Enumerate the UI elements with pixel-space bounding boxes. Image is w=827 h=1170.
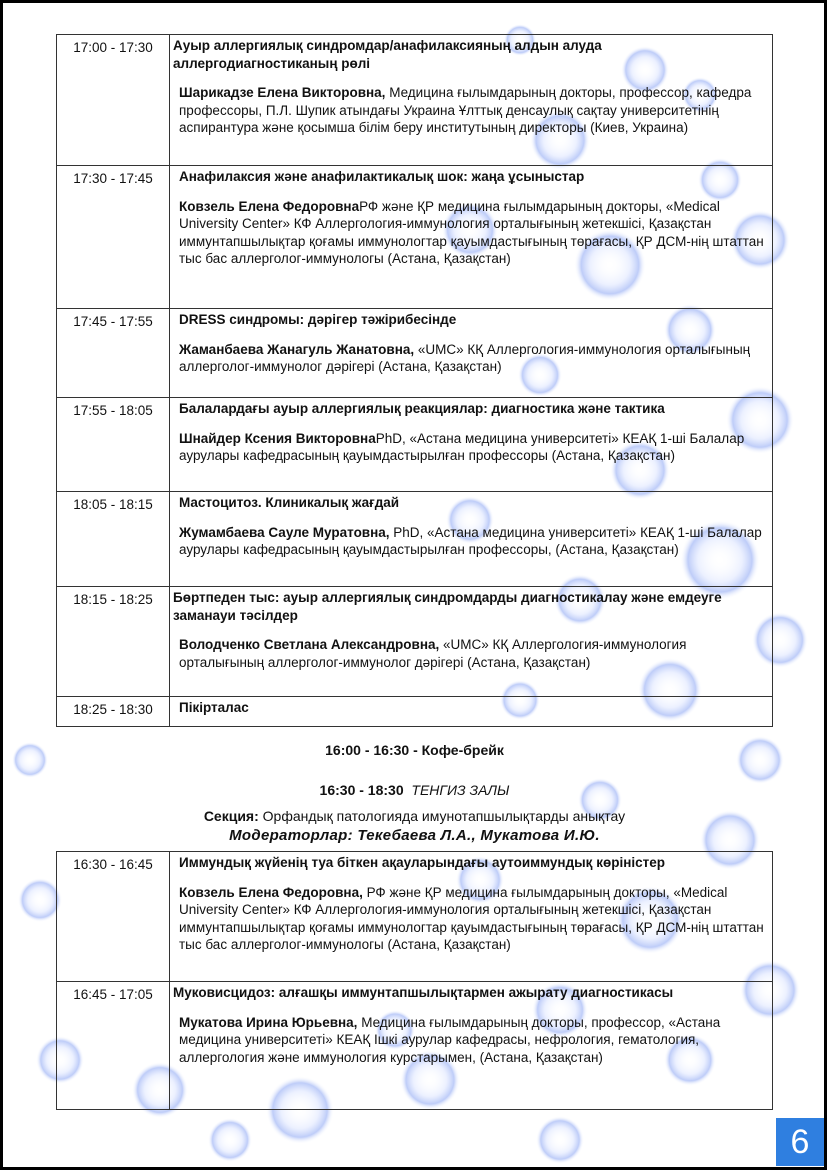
moderators: Модераторлар: Текебаева Л.А., Мукатова И.Ю. [229,827,600,844]
content-cell [170,587,773,697]
schedule-table-2 [56,851,773,1110]
speaker-name: Ковзель Елена Федоровна, [179,884,363,900]
table-row [57,309,773,398]
content-cell [170,398,773,492]
table-row [57,398,773,492]
content-cell [170,492,773,587]
table-row [57,697,773,727]
content-cell [170,852,773,982]
speaker-desc: РФ және ҚР медицина ғылымдарының докторы, «Medical University Center» КФ Аллергология-иммунология орталығының жетекшісі, Қазақстан иммунтапшылықтар қоғамы иммунологтар қауымдастығының төрағасы, ҚР ДСМ-нің штаттан тыс бас аллерголог-иммунологы (Астана, Қазақстан) [179,198,764,266]
table-row [57,166,773,309]
speaker-info [173,1014,770,1067]
table-row [57,35,773,166]
speaker-info [173,524,770,559]
speaker-info [173,884,770,954]
hall-time: 16:30 - 18:30 [319,782,404,798]
speaker-desc: PhD, «Астана медицина университеті» КЕАҚ 1-ші Балалар аурулары кафедрасының қауымдастырылған профессоры, (Астана, Қазақстан) [179,524,762,557]
table-row [57,982,773,1110]
talk-title: Анафилаксия және анафилактикалық шок: жаңа ұсыныстар [179,169,585,184]
talk-title: Бөртпеден тыс: ауыр аллергиялық синдромдарды диагностикалау және емдеуге заманауи тәсілдер [173,590,722,623]
speaker-name: Жаманбаева Жанагуль Жанатовна, [179,341,415,357]
section-heading [56,808,773,824]
talk-title: Иммундық жүйенің туа біткен ақауларындағы аутоиммундық көріністер [179,855,665,870]
content-cell [170,309,773,398]
speaker-info [173,636,770,671]
time-cell: 17:45 - 17:55 [57,309,170,398]
content-cell [170,166,773,309]
hall-name: ТЕНГИЗ ЗАЛЫ [411,782,510,798]
speaker-desc: Медицина ғылымдарының докторы, профессор, кафедра профессоры, П.Л. Шупик атындағы Украина Ұлттық денсаулық сақтау университетінің аспирантура және қосымша білім беру институтының директоры (Киев, Украина) [179,85,752,135]
speaker-info [173,84,770,137]
speaker-name: Жумамбаева Сауле Муратовна, [179,524,390,540]
time-cell: 16:45 - 17:05 [57,982,170,1110]
time-cell: 18:15 - 18:25 [57,587,170,697]
schedule-table-1 [56,34,773,727]
section-name: Орфандық патологияда имунотапшылықтарды анықтау [258,808,626,824]
time-cell: 17:00 - 17:30 [57,35,170,166]
speaker-name: Шарикадзе Елена Викторовна, [179,85,386,100]
speaker-desc: Медицина ғылымдарының докторы, профессор, «Астана медицина университеті» КЕАҚ Ішкі аурулар кафедрасы, нефрология, гематология, аллергология және иммунология курстарымен, (Астана, Қазақстан) [179,1014,721,1065]
content-cell [170,697,773,727]
time-cell: 18:05 - 18:15 [57,492,170,587]
table-row [57,492,773,587]
talk-title: Балалардағы ауыр аллергиялық реакциялар: диагностика және тактика [179,401,665,416]
page-number: 6 [776,1118,824,1166]
talk-title: DRESS синдромы: дәрігер тәжірибесінде [179,312,457,327]
talk-title: Ауыр аллергиялық синдромдар/анафилаксияның алдын алуда аллергодиагностиканың рөлі [173,38,602,71]
content-cell [170,35,773,166]
speaker-name: Мукатова Ирина Юрьевна, [179,1014,358,1030]
speaker-desc: «UMC» КҚ Аллергология-иммунология орталығының аллерголог-иммунолог дәрігері (Астана, Қазақстан) [179,341,751,374]
speaker-name: Володченко Светлана Александровна, [179,637,440,652]
speaker-info [173,341,770,376]
hall-heading [56,782,773,798]
talk-title: Мастоцитоз. Клиникалық жағдай [179,495,400,510]
speaker-name: Шнайдер Ксения Викторовна [179,430,376,446]
table-row [57,852,773,982]
speaker-desc: PhD, «Астана медицина университеті» КЕАҚ 1-ші Балалар аурулары кафедрасының қауымдастырылған профессоры (Астана, Қазақстан) [179,430,745,463]
section-label: Секция: [203,808,259,824]
talk-title: Муковисцидоз: алғашқы иммунтапшылықтармен ажырату диагностикасы [173,985,674,1000]
content-cell [170,982,773,1110]
speaker-desc: РФ және ҚР медицина ғылымдарының докторы, «Medical University Center» КФ Аллергология-иммунология орталығының жетекшісі, Қазақстан иммунтапшылықтар қоғамы иммунологтар қауымдастығының төрағасы, ҚР ДСМ-нің штаттан тыс бас аллерголог-иммунологы (Астана, Қазақстан) [179,884,764,952]
time-cell: 18:25 - 18:30 [57,697,170,727]
coffee-break: 16:00 - 16:30 - Кофе-брейк [325,742,504,758]
speaker-name: Ковзель Елена Федоровна [179,198,360,214]
speaker-info [173,430,770,465]
time-cell: 16:30 - 16:45 [57,852,170,982]
speaker-desc: «UMC» КҚ Аллергология-иммунология орталығының аллерголог-иммунолог дәрігері (Астана, Қазақстан) [179,637,687,670]
speaker-info [173,198,770,268]
talk-title: Пікірталас [179,700,249,715]
table-row [57,587,773,697]
time-cell: 17:55 - 18:05 [57,398,170,492]
time-cell: 17:30 - 17:45 [57,166,170,309]
